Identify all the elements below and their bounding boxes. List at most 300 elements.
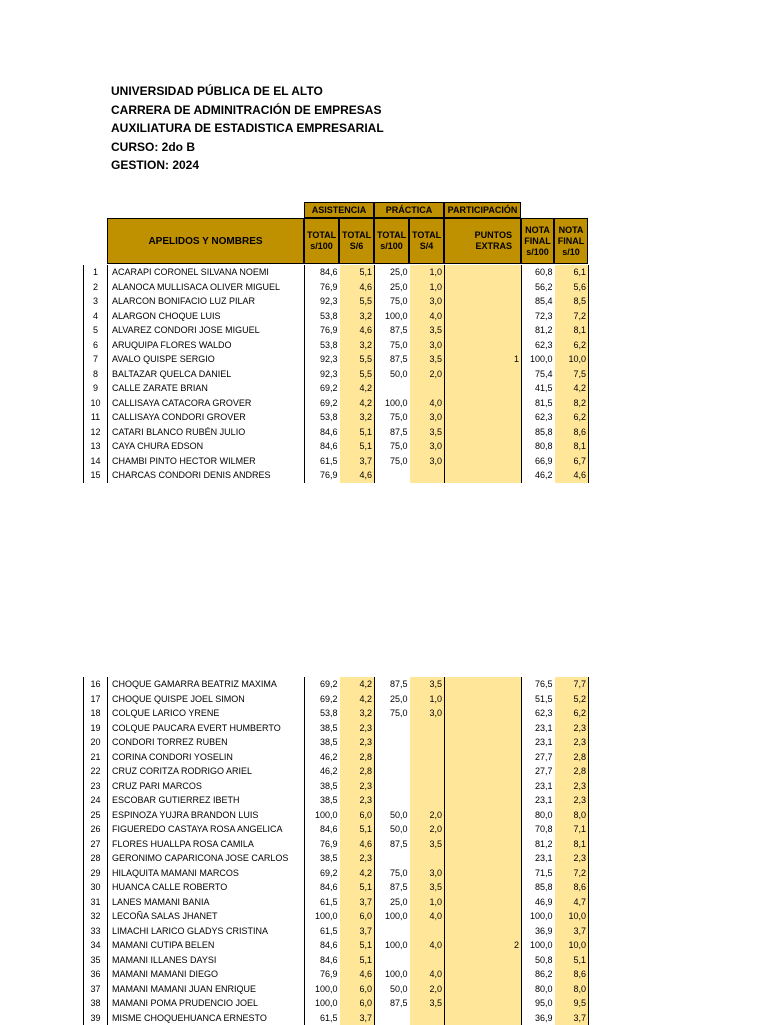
student-name: MAMANI MAMANI DIEGO [108, 967, 305, 982]
prac-total100: 50,0 [375, 982, 410, 997]
nota-final10: 5,2 [555, 692, 589, 707]
prac-total4: 3,5 [410, 996, 445, 1011]
student-name: FLORES HUALLPA ROSA CAMILA [108, 837, 305, 852]
student-name: COLQUE LARICO YRENE [108, 706, 305, 721]
student-name: MAMANI POMA PRUDENCIO JOEL [108, 996, 305, 1011]
prac-total100 [375, 468, 410, 483]
row-number: 38 [84, 996, 108, 1011]
nota-final10: 7,2 [555, 309, 589, 324]
nota-final100: 50,8 [522, 953, 555, 968]
table-row [84, 895, 589, 910]
table-row [84, 924, 589, 939]
row-number: 8 [84, 367, 108, 382]
prac-total4 [410, 953, 445, 968]
asis-total6: 3,7 [340, 895, 375, 910]
student-name: ARUQUIPA FLORES WALDO [108, 338, 305, 353]
prac-total100 [375, 750, 410, 765]
asis-total100: 100,0 [305, 909, 340, 924]
prac-total100 [375, 381, 410, 396]
nota-final10: 8,6 [555, 880, 589, 895]
prac-total4: 3,0 [410, 410, 445, 425]
table-row [84, 866, 589, 881]
grades-table-page1 [83, 265, 589, 483]
prac-total100 [375, 721, 410, 736]
puntos-extras [445, 735, 522, 750]
nota-final10: 7,5 [555, 367, 589, 382]
table-row [84, 468, 589, 483]
student-name: CATARI BLANCO RUBÉN JULIO [108, 425, 305, 440]
asis-total100: 38,5 [305, 721, 340, 736]
student-name: CALLISAYA CONDORI GROVER [108, 410, 305, 425]
asis-total100: 53,8 [305, 706, 340, 721]
asis-total100: 84,6 [305, 425, 340, 440]
table-row [84, 454, 589, 469]
puntos-extras [445, 808, 522, 823]
asis-total100: 38,5 [305, 851, 340, 866]
nota-final100: 51,5 [522, 692, 555, 707]
row-number: 21 [84, 750, 108, 765]
asis-total6: 6,0 [340, 996, 375, 1011]
nota-final10: 10,0 [555, 352, 589, 367]
asis-total6: 5,1 [340, 425, 375, 440]
prac-total4: 2,0 [410, 982, 445, 997]
student-name: CALLISAYA CATACORA GROVER [108, 396, 305, 411]
student-name: CHAMBI PINTO HECTOR WILMER [108, 454, 305, 469]
asis-total100: 76,9 [305, 967, 340, 982]
puntos-extras [445, 764, 522, 779]
asis-total100: 76,9 [305, 837, 340, 852]
asis-total6: 5,1 [340, 822, 375, 837]
prac-total4 [410, 851, 445, 866]
prac-total4: 1,0 [410, 692, 445, 707]
nota-final100: 66,9 [522, 454, 555, 469]
asis-total100: 38,5 [305, 793, 340, 808]
prac-total100: 50,0 [375, 822, 410, 837]
table-row [84, 880, 589, 895]
asis-total100: 46,2 [305, 764, 340, 779]
prac-total100: 87,5 [375, 677, 410, 692]
row-number: 5 [84, 323, 108, 338]
student-name: CAYA CHURA EDSON [108, 439, 305, 454]
column-asis-total100: TOTAL s/100 [304, 218, 339, 264]
puntos-extras [445, 982, 522, 997]
nota-final10: 8,1 [555, 323, 589, 338]
nota-final100: 80,0 [522, 982, 555, 997]
nota-final10: 7,7 [555, 677, 589, 692]
table-row [84, 938, 589, 953]
prac-total100: 87,5 [375, 880, 410, 895]
student-name: MAMANI ILLANES DAYSI [108, 953, 305, 968]
prac-total100: 87,5 [375, 323, 410, 338]
nota-final10: 6,2 [555, 338, 589, 353]
row-number: 39 [84, 1011, 108, 1025]
student-name: LIMACHI LARICO GLADYS CRISTINA [108, 924, 305, 939]
nota-final10: 7,1 [555, 822, 589, 837]
puntos-extras [445, 967, 522, 982]
nota-final10: 2,3 [555, 735, 589, 750]
student-name: FIGUEREDO CASTAYA ROSA ANGELICA [108, 822, 305, 837]
puntos-extras [445, 750, 522, 765]
student-name: AVALO QUISPE SERGIO [108, 352, 305, 367]
asis-total100: 84,6 [305, 822, 340, 837]
puntos-extras [445, 880, 522, 895]
table-row [84, 808, 589, 823]
prac-total4: 3,5 [410, 677, 445, 692]
nota-final100: 81,5 [522, 396, 555, 411]
student-name: ALARCON BONIFACIO LUZ PILAR [108, 294, 305, 309]
prac-total100: 75,0 [375, 439, 410, 454]
table-row [84, 750, 589, 765]
nota-final100: 95,0 [522, 996, 555, 1011]
table-row [84, 793, 589, 808]
asis-total6: 5,1 [340, 439, 375, 454]
nota-final100: 23,1 [522, 793, 555, 808]
table-row [84, 410, 589, 425]
puntos-extras [445, 721, 522, 736]
prac-total4: 1,0 [410, 265, 445, 280]
asis-total6: 2,3 [340, 851, 375, 866]
column-nota-final100: NOTA FINAL s/100 [521, 218, 554, 264]
group-practica: PRÁCTICA [374, 202, 444, 218]
nota-final100: 62,3 [522, 410, 555, 425]
prac-total4: 3,0 [410, 454, 445, 469]
prac-total100: 25,0 [375, 280, 410, 295]
column-names: APELIDOS Y NOMBRES [107, 218, 304, 264]
nota-final10: 10,0 [555, 938, 589, 953]
asis-total6: 3,2 [340, 309, 375, 324]
table-row [84, 439, 589, 454]
table-row [84, 367, 589, 382]
table-row [84, 265, 589, 280]
nota-final100: 80,8 [522, 439, 555, 454]
asis-total6: 5,1 [340, 880, 375, 895]
row-number: 2 [84, 280, 108, 295]
puntos-extras [445, 692, 522, 707]
nota-final100: 81,2 [522, 323, 555, 338]
nota-final10: 2,3 [555, 721, 589, 736]
nota-final100: 60,8 [522, 265, 555, 280]
career-name: CARRERA DE ADMINITRACIÓN DE EMPRESAS [111, 101, 384, 120]
row-number: 28 [84, 851, 108, 866]
prac-total4: 3,5 [410, 837, 445, 852]
asis-total6: 6,0 [340, 808, 375, 823]
table-row [84, 1011, 589, 1025]
puntos-extras [445, 309, 522, 324]
table-row [84, 396, 589, 411]
nota-final100: 41,5 [522, 381, 555, 396]
nota-final100: 100,0 [522, 352, 555, 367]
prac-total4: 4,0 [410, 938, 445, 953]
nota-final100: 75,4 [522, 367, 555, 382]
table-row [84, 425, 589, 440]
prac-total100 [375, 735, 410, 750]
prac-total100: 100,0 [375, 309, 410, 324]
prac-total100 [375, 1011, 410, 1025]
puntos-extras [445, 439, 522, 454]
student-name: ALARGON CHOQUE LUIS [108, 309, 305, 324]
course-area: AUXILIATURA DE ESTADISTICA EMPRESARIAL [111, 119, 384, 138]
asis-total6: 5,5 [340, 352, 375, 367]
prac-total100: 25,0 [375, 265, 410, 280]
asis-total6: 2,3 [340, 721, 375, 736]
column-prac-total4: TOTAL S/4 [409, 218, 444, 264]
nota-final10: 8,1 [555, 837, 589, 852]
row-number: 6 [84, 338, 108, 353]
nota-final10: 6,1 [555, 265, 589, 280]
asis-total6: 6,0 [340, 909, 375, 924]
prac-total100 [375, 924, 410, 939]
asis-total100: 92,3 [305, 352, 340, 367]
prac-total100: 75,0 [375, 410, 410, 425]
nota-final100: 100,0 [522, 938, 555, 953]
asis-total100: 100,0 [305, 808, 340, 823]
asis-total100: 84,6 [305, 953, 340, 968]
nota-final10: 8,6 [555, 425, 589, 440]
asis-total100: 76,9 [305, 323, 340, 338]
student-name: COLQUE PAUCARA EVERT HUMBERTO [108, 721, 305, 736]
table-row [84, 851, 589, 866]
nota-final10: 2,3 [555, 851, 589, 866]
nota-final10: 4,2 [555, 381, 589, 396]
table-row [84, 721, 589, 736]
student-name: MAMANI MAMANI JUAN ENRIQUE [108, 982, 305, 997]
asis-total100: 61,5 [305, 454, 340, 469]
puntos-extras [445, 822, 522, 837]
student-name: CRUZ CORITZA RODRIGO ARIEL [108, 764, 305, 779]
puntos-extras [445, 909, 522, 924]
puntos-extras [445, 677, 522, 692]
student-name: ESPINOZA YUJRA BRANDON LUIS [108, 808, 305, 823]
nota-final100: 46,2 [522, 468, 555, 483]
puntos-extras [445, 837, 522, 852]
prac-total4: 3,0 [410, 866, 445, 881]
puntos-extras [445, 924, 522, 939]
student-name: MISME CHOQUEHUANCA ERNESTO [108, 1011, 305, 1025]
nota-final10: 6,2 [555, 706, 589, 721]
asis-total6: 4,6 [340, 468, 375, 483]
document-header [111, 82, 384, 175]
nota-final10: 10,0 [555, 909, 589, 924]
nota-final10: 6,7 [555, 454, 589, 469]
prac-total4 [410, 1011, 445, 1025]
asis-total6: 2,3 [340, 793, 375, 808]
prac-total100: 100,0 [375, 396, 410, 411]
nota-final10: 2,3 [555, 793, 589, 808]
nota-final10: 8,0 [555, 808, 589, 823]
prac-total4: 4,0 [410, 909, 445, 924]
nota-final100: 71,5 [522, 866, 555, 881]
student-name: CORINA CONDORI YOSELIN [108, 750, 305, 765]
prac-total4: 3,0 [410, 338, 445, 353]
row-number: 17 [84, 692, 108, 707]
asis-total100: 61,5 [305, 924, 340, 939]
prac-total100 [375, 793, 410, 808]
asis-total100: 53,8 [305, 338, 340, 353]
prac-total100: 75,0 [375, 866, 410, 881]
nota-final100: 27,7 [522, 764, 555, 779]
table-row [84, 909, 589, 924]
student-name: ACARAPI CORONEL SILVANA NOEMI [108, 265, 305, 280]
nota-final100: 80,0 [522, 808, 555, 823]
puntos-extras [445, 468, 522, 483]
asis-total6: 5,5 [340, 294, 375, 309]
table-row [84, 779, 589, 794]
prac-total4 [410, 735, 445, 750]
nota-final100: 76,5 [522, 677, 555, 692]
prac-total100: 87,5 [375, 837, 410, 852]
group-asistencia: ASISTENCIA [304, 202, 374, 218]
table-row [84, 323, 589, 338]
prac-total4: 3,0 [410, 706, 445, 721]
student-name: CONDORI TORREZ RUBEN [108, 735, 305, 750]
asis-total6: 5,1 [340, 265, 375, 280]
puntos-extras [445, 410, 522, 425]
group-participacion: PARTICIPACIÓN [444, 202, 521, 218]
column-nota-final10: NOTA FINAL s/10 [554, 218, 588, 264]
asis-total100: 69,2 [305, 396, 340, 411]
asis-total100: 38,5 [305, 735, 340, 750]
nota-final100: 23,1 [522, 779, 555, 794]
puntos-extras [445, 338, 522, 353]
asis-total6: 3,2 [340, 706, 375, 721]
student-name: GERONIMO CAPARICONA JOSE CARLOS [108, 851, 305, 866]
row-number: 32 [84, 909, 108, 924]
nota-final100: 70,8 [522, 822, 555, 837]
asis-total100: 38,5 [305, 779, 340, 794]
prac-total100 [375, 953, 410, 968]
asis-total6: 4,2 [340, 677, 375, 692]
asis-total100: 61,5 [305, 895, 340, 910]
nota-final100: 100,0 [522, 909, 555, 924]
puntos-extras [445, 779, 522, 794]
nota-final10: 3,7 [555, 1011, 589, 1025]
table-row [84, 996, 589, 1011]
nota-final100: 86,2 [522, 967, 555, 982]
prac-total4 [410, 721, 445, 736]
row-number: 24 [84, 793, 108, 808]
puntos-extras [445, 280, 522, 295]
student-name: CRUZ PARI MARCOS [108, 779, 305, 794]
table-row [84, 692, 589, 707]
prac-total4 [410, 793, 445, 808]
nota-final100: 46,9 [522, 895, 555, 910]
nota-final100: 81,2 [522, 837, 555, 852]
asis-total100: 84,6 [305, 880, 340, 895]
asis-total100: 61,5 [305, 1011, 340, 1025]
asis-total6: 5,1 [340, 953, 375, 968]
table-row [84, 837, 589, 852]
asis-total100: 69,2 [305, 677, 340, 692]
puntos-extras [445, 851, 522, 866]
asis-total100: 84,6 [305, 439, 340, 454]
row-number: 13 [84, 439, 108, 454]
prac-total4: 3,5 [410, 352, 445, 367]
table-row [84, 280, 589, 295]
asis-total6: 2,3 [340, 779, 375, 794]
nota-final10: 2,3 [555, 779, 589, 794]
prac-total100: 87,5 [375, 425, 410, 440]
row-number: 10 [84, 396, 108, 411]
nota-final100: 85,4 [522, 294, 555, 309]
course: CURSO: 2do B [111, 138, 384, 157]
row-number: 37 [84, 982, 108, 997]
row-number: 20 [84, 735, 108, 750]
asis-total100: 69,2 [305, 692, 340, 707]
asis-total6: 4,6 [340, 280, 375, 295]
puntos-extras [445, 294, 522, 309]
nota-final100: 36,9 [522, 1011, 555, 1025]
table-row [84, 338, 589, 353]
nota-final100: 72,3 [522, 309, 555, 324]
asis-total6: 4,2 [340, 381, 375, 396]
student-name: ALANOCA MULLISACA OLIVER MIGUEL [108, 280, 305, 295]
student-name: MAMANI CUTIPA BELEN [108, 938, 305, 953]
asis-total6: 3,7 [340, 924, 375, 939]
prac-total4: 4,0 [410, 396, 445, 411]
asis-total6: 5,5 [340, 367, 375, 382]
table-row [84, 735, 589, 750]
student-name: LECOÑA SALAS JHANET [108, 909, 305, 924]
row-number: 25 [84, 808, 108, 823]
asis-total6: 4,2 [340, 692, 375, 707]
nota-final10: 8,2 [555, 396, 589, 411]
puntos-extras [445, 1011, 522, 1025]
nota-final10: 4,7 [555, 895, 589, 910]
university-name: UNIVERSIDAD PÚBLICA DE EL ALTO [111, 82, 384, 101]
puntos-extras [445, 996, 522, 1011]
nota-final10: 4,6 [555, 468, 589, 483]
student-name: CALLE ZARATE BRIAN [108, 381, 305, 396]
student-name: HUANCA CALLE ROBERTO [108, 880, 305, 895]
row-number: 22 [84, 764, 108, 779]
row-number: 26 [84, 822, 108, 837]
prac-total4: 3,0 [410, 439, 445, 454]
column-prac-total100: TOTAL s/100 [374, 218, 409, 264]
nota-final10: 6,2 [555, 410, 589, 425]
nota-final10: 7,2 [555, 866, 589, 881]
table-row [84, 309, 589, 324]
nota-final100: 85,8 [522, 880, 555, 895]
asis-total100: 76,9 [305, 280, 340, 295]
table-row [84, 822, 589, 837]
table-row [84, 982, 589, 997]
row-number: 27 [84, 837, 108, 852]
row-number: 14 [84, 454, 108, 469]
prac-total100: 75,0 [375, 454, 410, 469]
prac-total100 [375, 851, 410, 866]
asis-total6: 3,2 [340, 410, 375, 425]
asis-total6: 6,0 [340, 982, 375, 997]
puntos-extras [445, 454, 522, 469]
prac-total4 [410, 468, 445, 483]
asis-total6: 3,7 [340, 454, 375, 469]
asis-total100: 69,2 [305, 381, 340, 396]
puntos-extras: 2 [445, 938, 522, 953]
nota-final10: 8,5 [555, 294, 589, 309]
prac-total4: 3,0 [410, 294, 445, 309]
table-row [84, 967, 589, 982]
asis-total6: 4,2 [340, 396, 375, 411]
asis-total6: 4,6 [340, 837, 375, 852]
nota-final100: 56,2 [522, 280, 555, 295]
nota-final10: 8,0 [555, 982, 589, 997]
puntos-extras [445, 953, 522, 968]
prac-total100: 50,0 [375, 808, 410, 823]
row-number: 18 [84, 706, 108, 721]
term: GESTION: 2024 [111, 156, 384, 175]
prac-total100: 100,0 [375, 909, 410, 924]
asis-total100: 92,3 [305, 367, 340, 382]
